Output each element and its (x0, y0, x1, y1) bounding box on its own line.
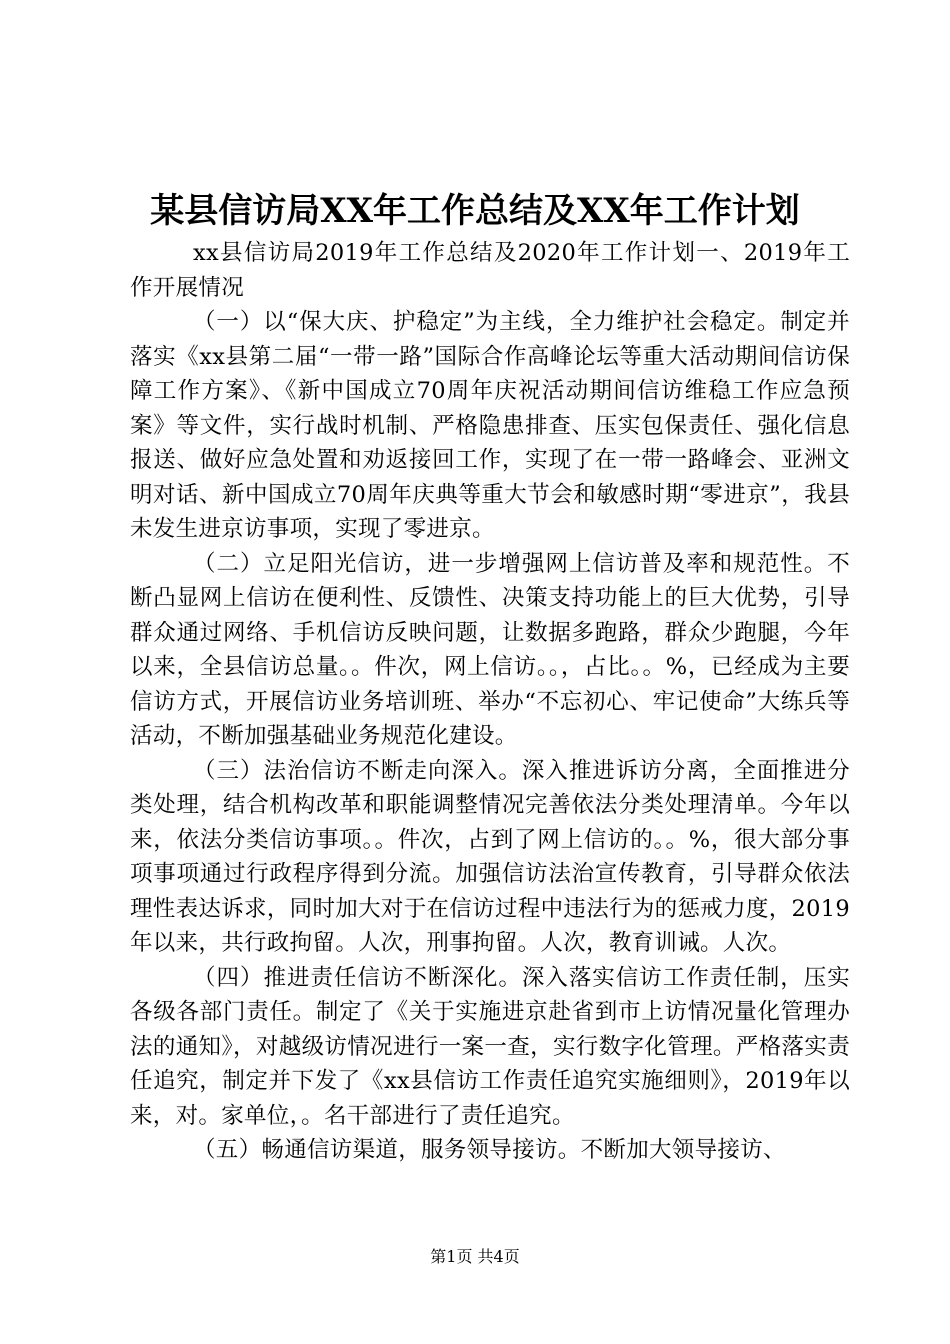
page-footer: 第1页 共4页 (430, 1247, 520, 1266)
paragraph-section-3: （三）法治信访不断走向深入。深入推进诉访分离，全面推进分类处理，结合机构改革和职能调整情况完善依法分类处理清单。今年以来，依法分类信访事项。。件次，占到了网上信访的。。%，很大部分事项事项通过行政程序得到分流。加强信访法治宣传教育，引导群众依法理性表达诉求，同时加大对于在信访过程中违法行为的惩戒力度，2019年以来，共行政拘留。人次，刑事拘留。人次，教育训诫。人次。 (130, 757, 850, 956)
paragraph-section-4: （四）推进责任信访不断深化。深入落实信访工作责任制，压实各级各部门责任。制定了《关于实施进京赴省到市上访情况量化管理办法的通知》，对越级访情况进行一案一查，实行数字化管理。严格落实责任追究，制定并下发了《xx县信访工作责任追究实施细则》，2019年以来，对。家单位，。名干部进行了责任追究。 (130, 964, 850, 1129)
paragraph-section-5: （五）畅通信访渠道，服务领导接访。不断加大领导接访、 (193, 1137, 786, 1163)
paragraph-section-1: （一）以“保大庆、护稳定”为主线，全力维护社会稳定。制定并落实《xx县第二届“一带一路”国际合作高峰论坛等重大活动期间信访保障工作方案》、《新中国成立70周年庆祝活动期间信访维稳工作应急预案》等文件，实行战时机制、严格隐患排查、压实包保责任、强化信息报送、做好应急处置和劝返接回工作，实现了在一带一路峰会、亚洲文明对话、新中国成立70周年庆典等重大节会和敏感时期“零进京”，我县未发生进京访事项，实现了零进京。 (130, 309, 850, 542)
document-body (130, 236, 850, 1168)
paragraph-section-2: （二）立足阳光信访，进一步增强网上信访普及率和规范性。不断凸显网上信访在便利性、反馈性、决策支持功能上的巨大优势，引导群众通过网络、手机信访反映问题，让数据多跑路，群众少跑腿，今年以来，全县信访总量。。件次，网上信访。。，占比。。%，已经成为主要信访方式，开展信访业务培训班、举办“不忘初心、牢记使命”大练兵等活动，不断加强基础业务规范化建设。 (130, 550, 850, 749)
document-title: 某县信访局XX年工作总结及XX年工作计划 (150, 191, 800, 231)
paragraph-intro: xx县信访局2019年工作总结及2020年工作计划一、2019年工作开展情况 (130, 240, 850, 301)
